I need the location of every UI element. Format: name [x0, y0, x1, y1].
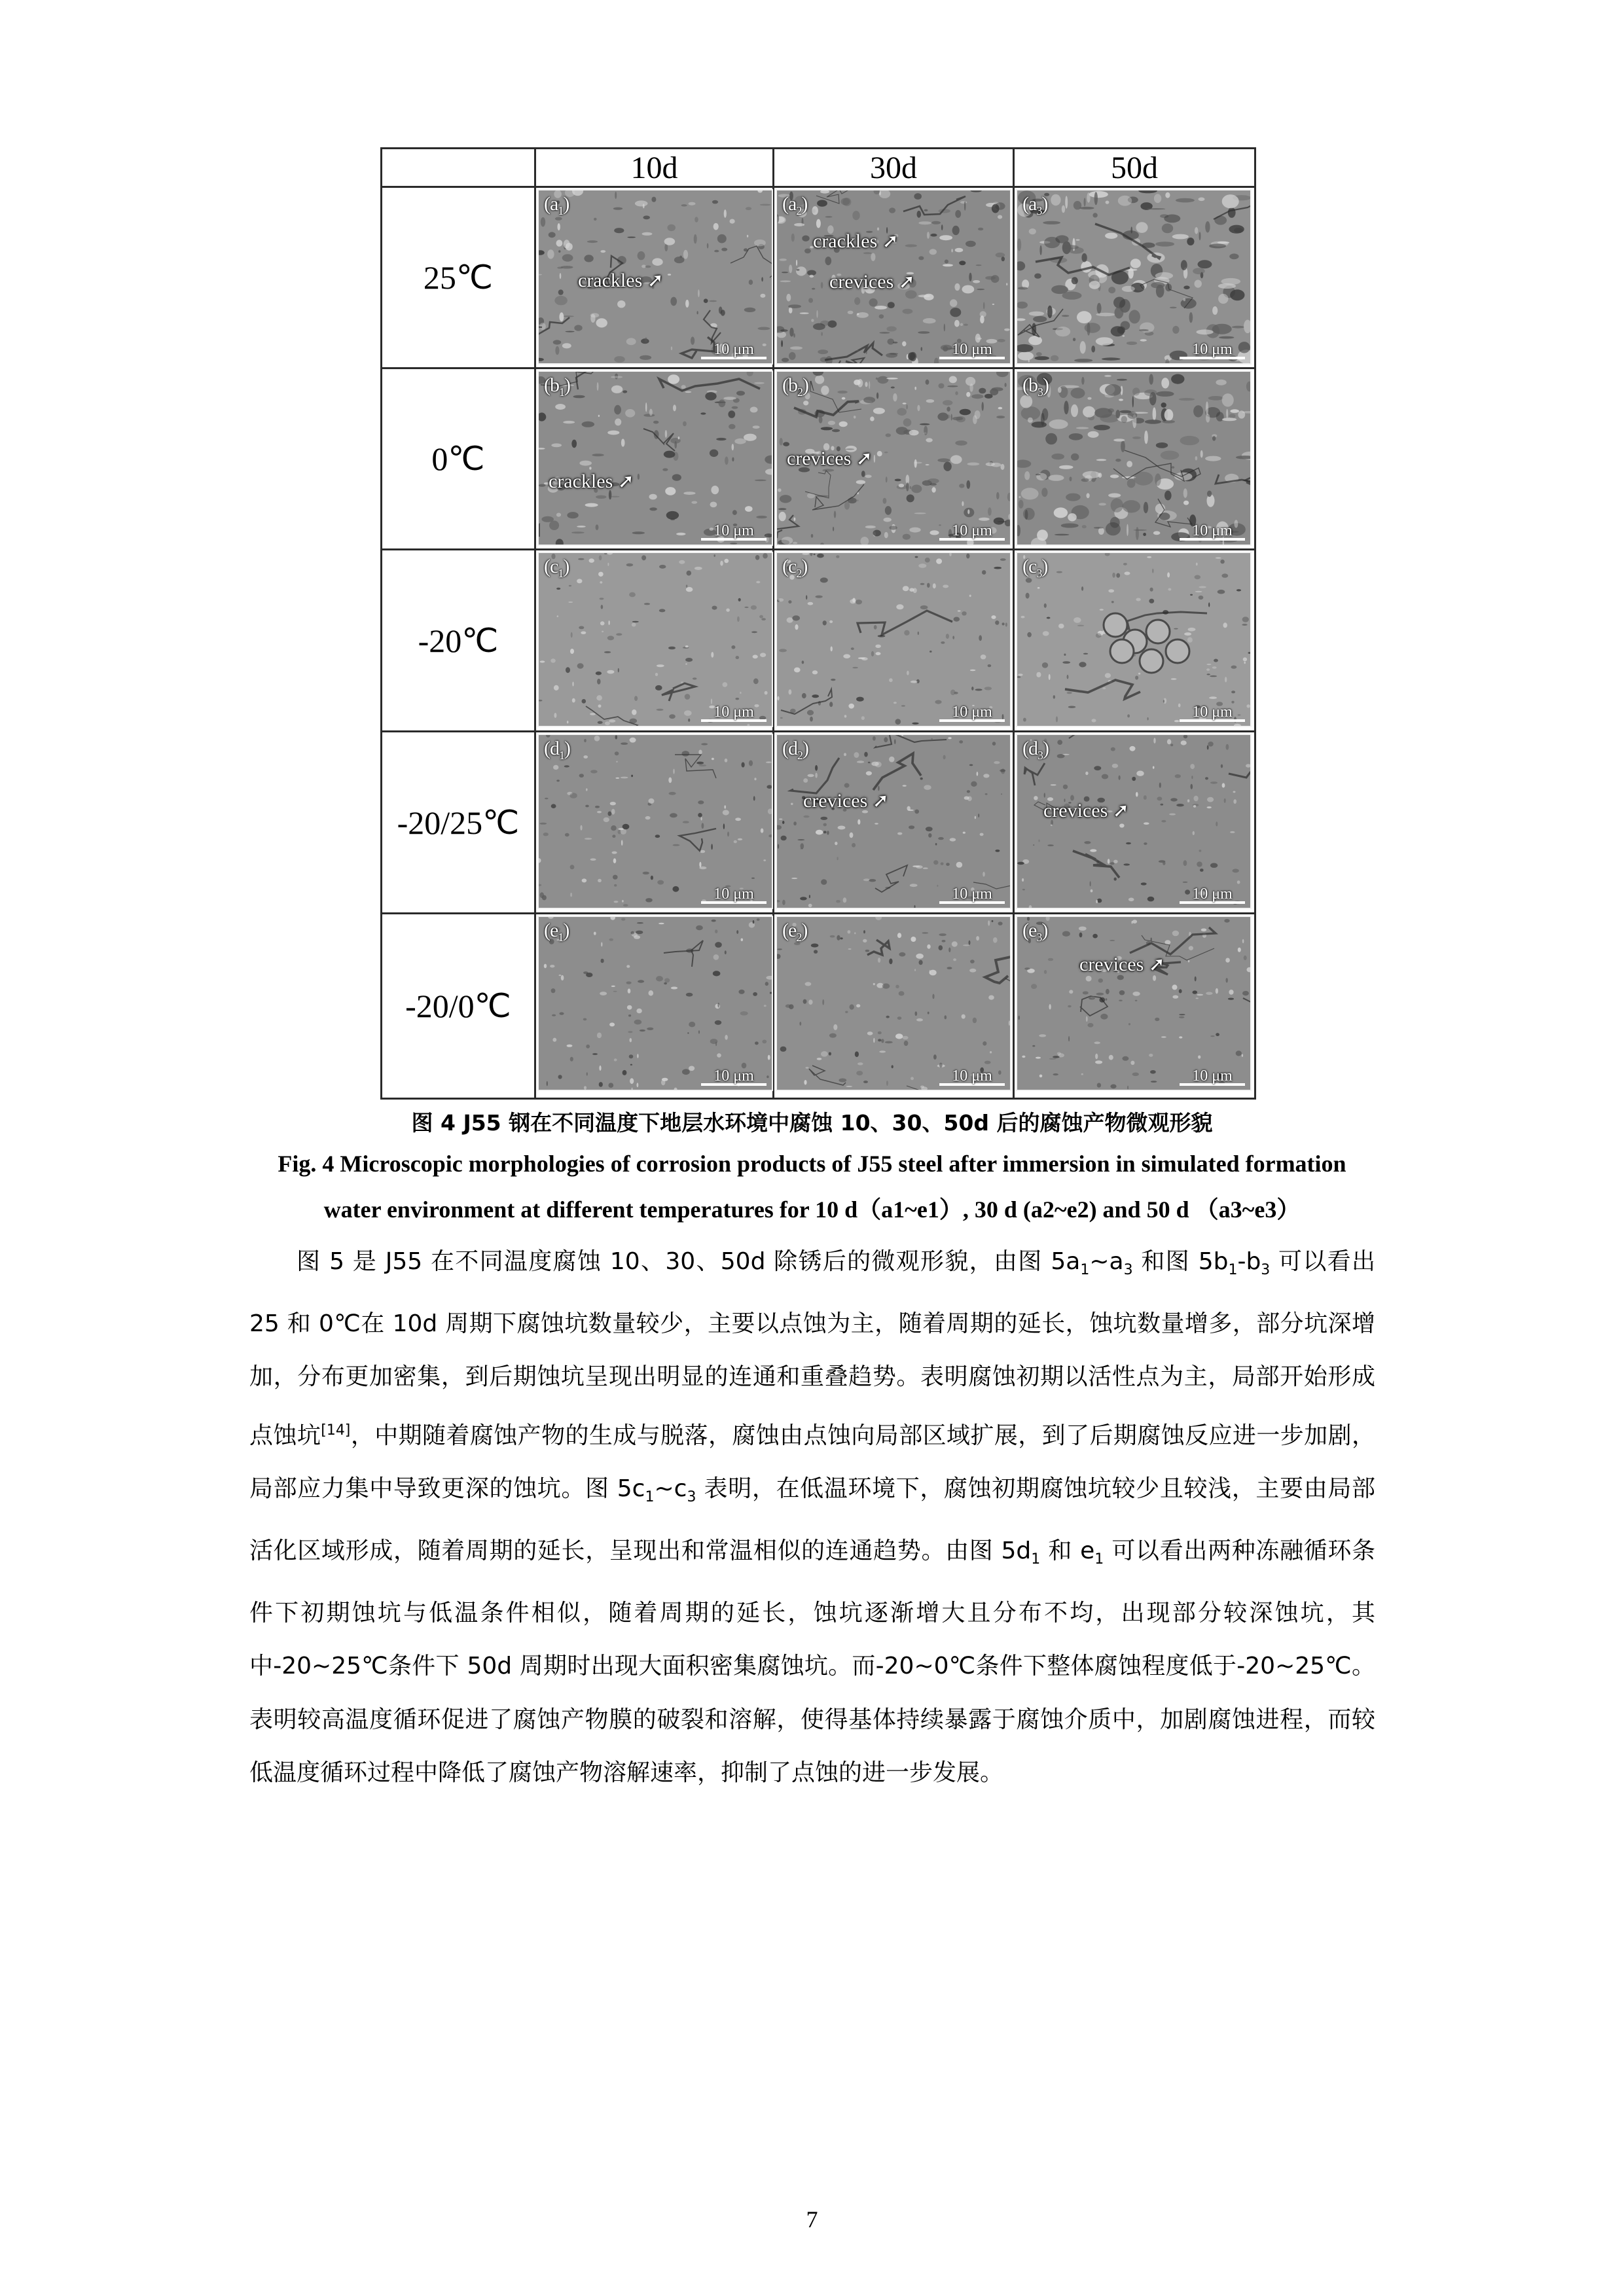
panel-label: $(c_3)$ — [1022, 556, 1048, 580]
text-run: 表明，在低温环境下，腐蚀初期腐蚀坑较少且较浅，主要由局部活化区域形成，随着周期的延长，呈现出和常温相似的连通趋势。由图 5d — [249, 1475, 1375, 1564]
column-header-50d: 50d — [1111, 151, 1158, 185]
sem-micrograph — [777, 917, 1010, 1090]
sem-micrograph — [1017, 553, 1250, 726]
sem-panel-a3 — [1016, 189, 1252, 365]
scale-bar: 10 μm — [1180, 1069, 1245, 1086]
subscript: 1 — [1094, 1551, 1104, 1568]
text-run: 可以看出 25 和 0℃在 10d 周期下腐蚀坑数量较少，主要以点蚀为主，随着周期的延长，蚀坑数量增多，部分坑深增加，分布更加密集，到后期蚀坑呈现出明显的连通和重叠趋势。表明腐蚀初期以活性点为主，局部开始形成点蚀坑 — [249, 1248, 1375, 1449]
sem-panel-d3 — [1016, 734, 1252, 909]
row-header-minus20-0C: -20/0℃ — [405, 988, 511, 1024]
body-paragraph — [249, 1235, 1375, 1800]
sem-panel-e1 — [537, 916, 773, 1091]
subscript: 3 — [1261, 1262, 1271, 1279]
subscript: 1 — [1031, 1551, 1041, 1568]
scale-bar: 10 μm — [939, 705, 1005, 722]
text-run: ~c — [654, 1475, 687, 1503]
panel-label: $(a_1)$ — [544, 193, 569, 217]
subscript: 1 — [1080, 1262, 1090, 1279]
scale-bar: 10 μm — [701, 705, 767, 722]
scale-bar: 10 μm — [701, 342, 767, 359]
panel-label: $(b_3)$ — [1022, 374, 1049, 399]
panel-label: $(c_1)$ — [544, 556, 569, 580]
annotation-crackles: crackles ➚ — [578, 270, 664, 291]
figure-caption-english-line1: Fig. 4 Microscopic morphologies of corrosion products of J55 steel after immersion in simulated formation — [278, 1151, 1346, 1177]
sem-panel-e3 — [1016, 916, 1252, 1091]
text-run: 图 5 是 J55 在不同温度腐蚀 10、30、50d 除锈后的微观形貌，由图 5a — [297, 1248, 1081, 1275]
text-run: 和 e — [1040, 1537, 1095, 1564]
subscript: 3 — [1123, 1262, 1133, 1279]
sem-panel-c2 — [776, 552, 1011, 727]
sem-micrograph — [539, 735, 772, 908]
sem-panel-a2 — [776, 189, 1011, 365]
figure-4-grid — [380, 147, 1256, 1100]
panel-label: $(a_2)$ — [782, 193, 808, 217]
annotation-crevices: crevices ➚ — [1043, 800, 1129, 821]
subscript: 1 — [645, 1489, 655, 1506]
column-header-30d: 30d — [870, 151, 917, 185]
scale-bar: 10 μm — [701, 524, 767, 541]
annotation-crevices: crevices ➚ — [1079, 954, 1165, 975]
annotation-crevices: crevices ➚ — [803, 790, 889, 812]
sem-panel-c1 — [537, 552, 773, 727]
sem-micrograph — [539, 553, 772, 726]
sem-micrograph — [539, 372, 772, 545]
panel-label: $(e_2)$ — [782, 920, 808, 944]
row-header-minus20C: -20℃ — [418, 622, 499, 659]
figure-caption-english-line2: water environment at different temperatures for 10 d（a1~e1）, 30 d (a2~e2) and 50 d （a3~e3） — [323, 1196, 1301, 1223]
panel-label: $(d_1)$ — [544, 738, 570, 762]
row-header-0C: 0℃ — [431, 440, 485, 477]
grid-divider — [1013, 149, 1015, 1098]
panel-label: $(b_1)$ — [544, 374, 570, 399]
panel-label: $(a_3)$ — [1022, 193, 1048, 217]
panel-label: $(c_2)$ — [782, 556, 808, 580]
sem-micrograph — [539, 917, 772, 1090]
scale-bar: 10 μm — [701, 887, 767, 904]
column-header-10d: 10d — [630, 151, 678, 185]
text-run: -b — [1237, 1248, 1261, 1275]
sem-panel-c3 — [1016, 552, 1252, 727]
sem-panel-a1 — [537, 189, 773, 365]
sem-panel-d1 — [537, 734, 773, 909]
scale-bar: 10 μm — [1180, 342, 1245, 359]
text-run: ，中期随着腐蚀产物的生成与脱落，腐蚀由点蚀向局部区域扩展，到了后期腐蚀反应进一步加剧，局部应力集中导致更深的蚀坑。图 5c — [249, 1422, 1375, 1503]
sem-panel-e2 — [776, 916, 1011, 1091]
sem-panel-b1 — [537, 370, 773, 546]
scale-bar: 10 μm — [939, 524, 1005, 541]
page-number: 7 — [806, 2206, 818, 2233]
subscript: 3 — [687, 1489, 696, 1506]
scale-bar: 10 μm — [1180, 705, 1245, 722]
sem-micrograph — [777, 735, 1010, 908]
annotation-crackles: crackles ➚ — [813, 230, 899, 252]
sem-micrograph — [1017, 372, 1250, 545]
scale-bar: 10 μm — [939, 342, 1005, 359]
sem-panel-b3 — [1016, 370, 1252, 546]
grid-divider — [534, 149, 536, 1098]
sem-panel-d2 — [776, 734, 1011, 909]
panel-label: $(d_3)$ — [1022, 738, 1049, 762]
text-run: 和图 5b — [1132, 1248, 1229, 1275]
scale-bar: 10 μm — [939, 1069, 1005, 1086]
subscript: 1 — [1228, 1262, 1238, 1279]
annotation-crevices: crevices ➚ — [787, 448, 873, 469]
annotation-crackles: crackles ➚ — [549, 471, 634, 492]
scale-bar: 10 μm — [701, 1069, 767, 1086]
text-run: 可以看出两种冻融循环条件下初期蚀坑与低温条件相似，随着周期的延长，蚀坑逐渐增大且分布不均，出现部分较深蚀坑，其中-20~25℃条件下 50d 周期时出现大面积密集腐蚀坑。而-20~0℃条件下整体腐蚀程度低于-20~25℃。表明较高温度循环促进了腐蚀产物膜的破裂和溶解，使得基体持续暴露于腐蚀介质中，加剧腐蚀进程，而较低温度循环过程中降低了腐蚀产物溶解速率，抑制了点蚀的进一步发展。 — [249, 1537, 1375, 1787]
scale-bar: 10 μm — [939, 887, 1005, 904]
panel-label: $(d_2)$ — [782, 738, 808, 762]
sem-micrograph — [1017, 190, 1250, 363]
figure-caption-chinese: 图 4 J55 钢在不同温度下地层水环境中腐蚀 10、30、50d 后的腐蚀产物微观形貌 — [411, 1110, 1213, 1136]
annotation-crevices: crevices ➚ — [829, 271, 915, 293]
panel-label: $(e_3)$ — [1022, 920, 1048, 944]
row-header-25C: 25℃ — [423, 259, 494, 296]
scale-bar: 10 μm — [1180, 524, 1245, 541]
panel-label: $(b_2)$ — [782, 374, 808, 399]
sem-micrograph — [777, 553, 1010, 726]
row-header-minus20-25C: -20/25℃ — [397, 804, 520, 841]
text-run: ~a — [1089, 1248, 1124, 1275]
scale-bar: 10 μm — [1180, 887, 1245, 904]
sem-micrograph — [1017, 917, 1250, 1090]
citation-superscript: [14] — [321, 1422, 351, 1439]
panel-label: $(e_1)$ — [544, 920, 569, 944]
sem-panel-b2 — [776, 370, 1011, 546]
